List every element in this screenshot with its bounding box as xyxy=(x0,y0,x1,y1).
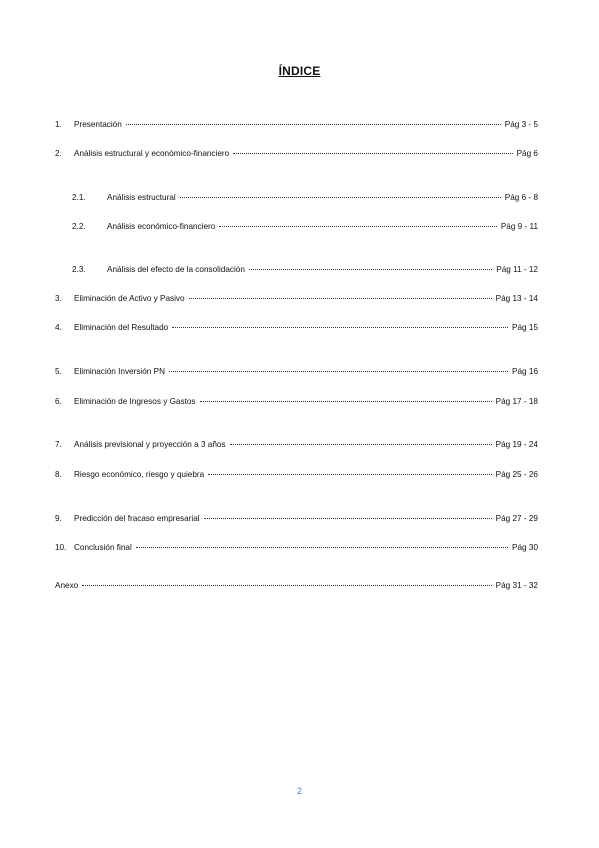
toc-entry-label: Análisis del efecto de la consolidación xyxy=(107,265,245,274)
toc-entry-label: Eliminación Inversión PN xyxy=(74,367,166,376)
dot-leader xyxy=(249,269,492,270)
toc-entry-page: Pág 25 - 26 xyxy=(495,470,538,479)
toc-entry-number: 2. xyxy=(55,149,62,158)
toc-entry-page: Pág 3 - 5 xyxy=(504,120,538,129)
toc-entry-label: Predicción del fracaso empresarial xyxy=(74,514,200,523)
dot-leader xyxy=(219,226,497,227)
toc-entry-page: Pág 27 - 29 xyxy=(495,514,538,523)
toc-entry-number: 9. xyxy=(55,514,62,523)
toc-entry-page: Pág 6 xyxy=(516,149,538,158)
toc-entry-presentacion[interactable] xyxy=(55,119,538,130)
toc-entry-anexo[interactable] xyxy=(55,580,538,591)
toc-entry-label: Análisis económico-financiero xyxy=(107,222,216,231)
toc-entry-riesgo[interactable] xyxy=(55,469,538,480)
dot-leader xyxy=(208,474,491,475)
toc-entry-label: Riesgo económico, riesgo y quiebra xyxy=(74,470,205,479)
toc-entry-page: Pág 11 - 12 xyxy=(496,265,538,274)
toc-entry-number: 6. xyxy=(55,397,62,406)
toc-entry-label: Presentación xyxy=(74,120,122,129)
toc-entry-label: Análisis estructural y económico-financiero xyxy=(74,149,230,158)
toc-entry-analisis-estructural-economico[interactable] xyxy=(55,148,538,159)
toc-entry-page: Pág 30 xyxy=(512,543,538,552)
toc-entry-eliminacion-ingresos-gastos[interactable] xyxy=(55,396,538,407)
dot-leader xyxy=(82,585,491,586)
toc-entry-number: 10. xyxy=(55,543,67,552)
toc-entry-number: 4. xyxy=(55,323,62,332)
toc-entry-number: 8. xyxy=(55,470,62,479)
dot-leader xyxy=(204,518,492,519)
toc-entry-page: Pág 13 - 14 xyxy=(495,294,538,303)
toc-entry-page: Pág 9 - 11 xyxy=(500,222,538,231)
dot-leader xyxy=(172,327,508,328)
toc-entry-label: Eliminación del Resultado xyxy=(74,323,169,332)
toc-entry-page: Pág 31 - 32 xyxy=(495,581,538,590)
toc-entry-page: Pág 17 - 18 xyxy=(495,397,538,406)
toc-entry-number: 1. xyxy=(55,120,62,129)
dot-leader xyxy=(180,197,501,198)
toc-entry-efecto-consolidacion[interactable] xyxy=(72,264,538,275)
toc-entry-page: Pág 15 xyxy=(512,323,538,332)
toc-entry-page: Pág 6 - 8 xyxy=(504,193,538,202)
toc-entry-prediccion-fracaso[interactable] xyxy=(55,513,538,524)
toc-entry-label: Anexo xyxy=(55,581,79,590)
dot-leader xyxy=(126,124,501,125)
toc-entry-number: 5. xyxy=(55,367,62,376)
toc-entry-label: Análisis previsional y proyección a 3 años xyxy=(74,440,226,449)
dot-leader xyxy=(136,547,508,548)
toc-entry-analisis-previsional[interactable] xyxy=(55,439,538,450)
toc-entry-number: 7. xyxy=(55,440,62,449)
dot-leader xyxy=(169,371,508,372)
toc-entry-page: Pág 16 xyxy=(512,367,538,376)
toc-entry-label: Eliminación de Ingresos y Gastos xyxy=(74,397,196,406)
toc-entry-label: Eliminación de Activo y Pasivo xyxy=(74,294,185,303)
dot-leader xyxy=(230,444,492,445)
toc-entry-analisis-estructural[interactable] xyxy=(72,192,538,203)
dot-leader xyxy=(189,298,492,299)
toc-entry-number: 2.3. xyxy=(72,265,86,274)
toc-entry-label: Conclusión final xyxy=(74,543,132,552)
toc-entry-number: 3. xyxy=(55,294,62,303)
toc-entry-analisis-economico-financiero[interactable] xyxy=(72,221,538,232)
toc-entry-label: Análisis estructural xyxy=(107,193,176,202)
toc-entry-eliminacion-activo-pasivo[interactable] xyxy=(55,293,538,304)
toc-entry-conclusion-final[interactable] xyxy=(55,542,538,553)
page-title: ÍNDICE xyxy=(278,64,321,78)
dot-leader xyxy=(200,401,492,402)
toc-entry-number: 2.2. xyxy=(72,222,86,231)
toc-entry-page: Pág 19 - 24 xyxy=(495,440,538,449)
dot-leader xyxy=(233,153,512,154)
page-number: 2 xyxy=(296,786,302,796)
toc-entry-eliminacion-inversion-pn[interactable] xyxy=(55,366,538,377)
toc-entry-eliminacion-resultado[interactable] xyxy=(55,322,538,333)
toc-entry-number: 2.1. xyxy=(72,193,86,202)
